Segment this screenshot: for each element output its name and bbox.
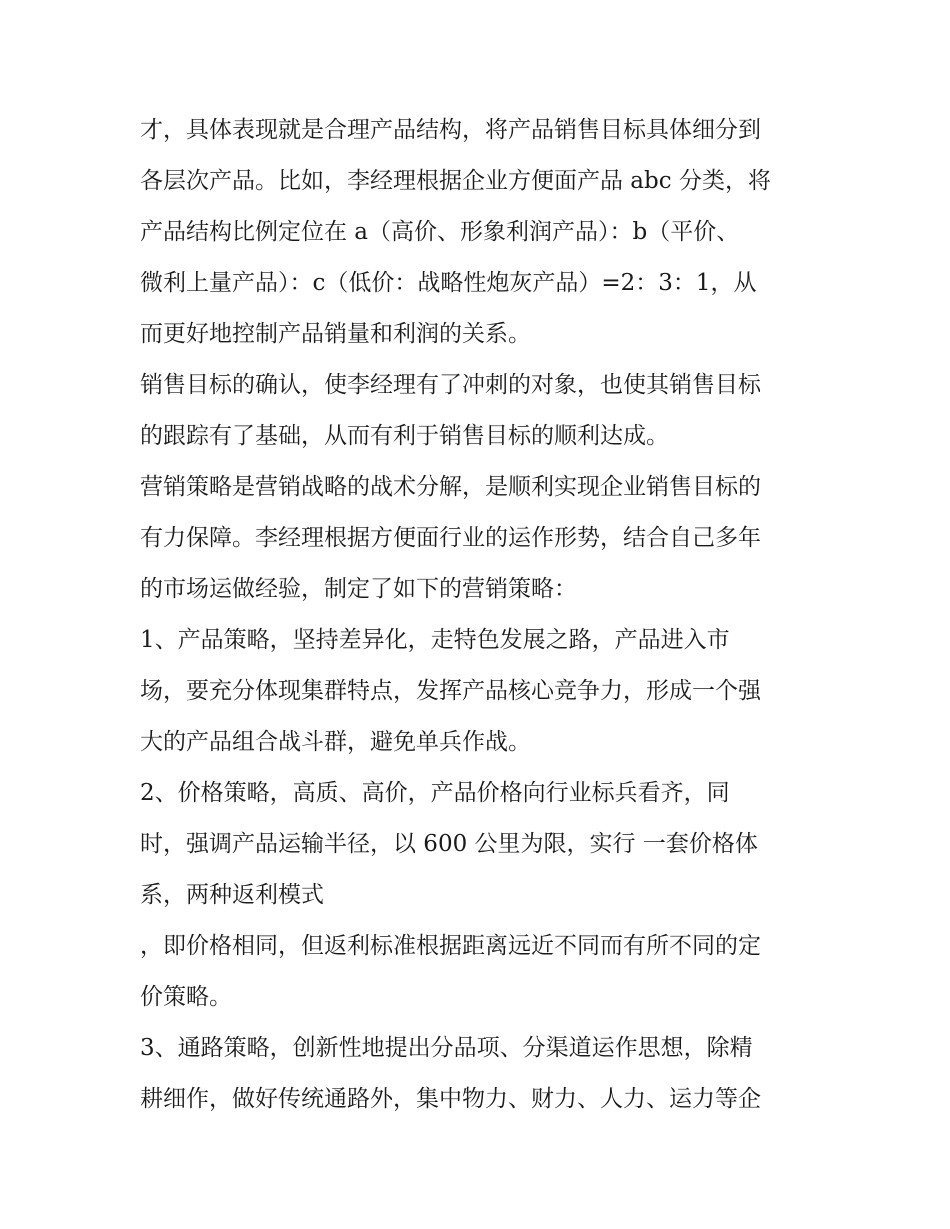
text-line: 系，两种返利模式 <box>140 882 324 908</box>
text-line: 的跟踪有了基础，从而有利于销售目标的顺利达成。 <box>140 423 669 449</box>
text-line: 各层次产品。比如，李经理根据企业方便面产品 abc 分类，将 <box>140 168 771 194</box>
text-line: 才，具体表现就是合理产品结构，将产品销售目标具体细分到 <box>140 117 761 143</box>
text-line: 的市场运做经验，制定了如下的营销策略： <box>140 576 577 602</box>
text-line: 有力保障。李经理根据方便面行业的运作形势，结合自己多年 <box>140 525 761 551</box>
text-line: 价策略。 <box>140 984 232 1010</box>
text-line: 1、产品策略，坚持差异化，走特色发展之路，产品进入市 <box>140 627 730 653</box>
text-line: ，即价格相同，但返利标准根据距离远近不同而有所不同的定 <box>140 933 761 959</box>
text-line: 3、通路策略，创新性地提出分品项、分渠道运作思想，除精 <box>140 1035 753 1061</box>
text-line: 耕细作，做好传统通路外，集中物力、财力、人力、运力等企 <box>140 1086 761 1112</box>
text-line: 时，强调产品运输半径，以 600 公里为限，实行 一套价格体 <box>140 831 758 857</box>
text-line: 大的产品组合战斗群，避免单兵作战。 <box>140 729 531 755</box>
text-line: 场，要充分体现集群特点，发挥产品核心竞争力，形成一个强 <box>140 678 761 704</box>
text-line: 产品结构比例定位在 a（高价、形象利润产品）：b（平价、 <box>140 219 740 245</box>
text-line: 而更好地控制产品销量和利润的关系。 <box>140 321 531 347</box>
document-body <box>140 105 820 1125</box>
text-line: 销售目标的确认，使李经理有了冲刺的对象，也使其销售目标 <box>140 372 761 398</box>
text-line: 微利上量产品）：c（低价：战略性炮灰产品）=2：3：1，从 <box>140 270 757 296</box>
text-line: 2、价格策略，高质、高价，产品价格向行业标兵看齐，同 <box>140 780 730 806</box>
text-line: 营销策略是营销战略的战术分解，是顺利实现企业销售目标的 <box>140 474 761 500</box>
